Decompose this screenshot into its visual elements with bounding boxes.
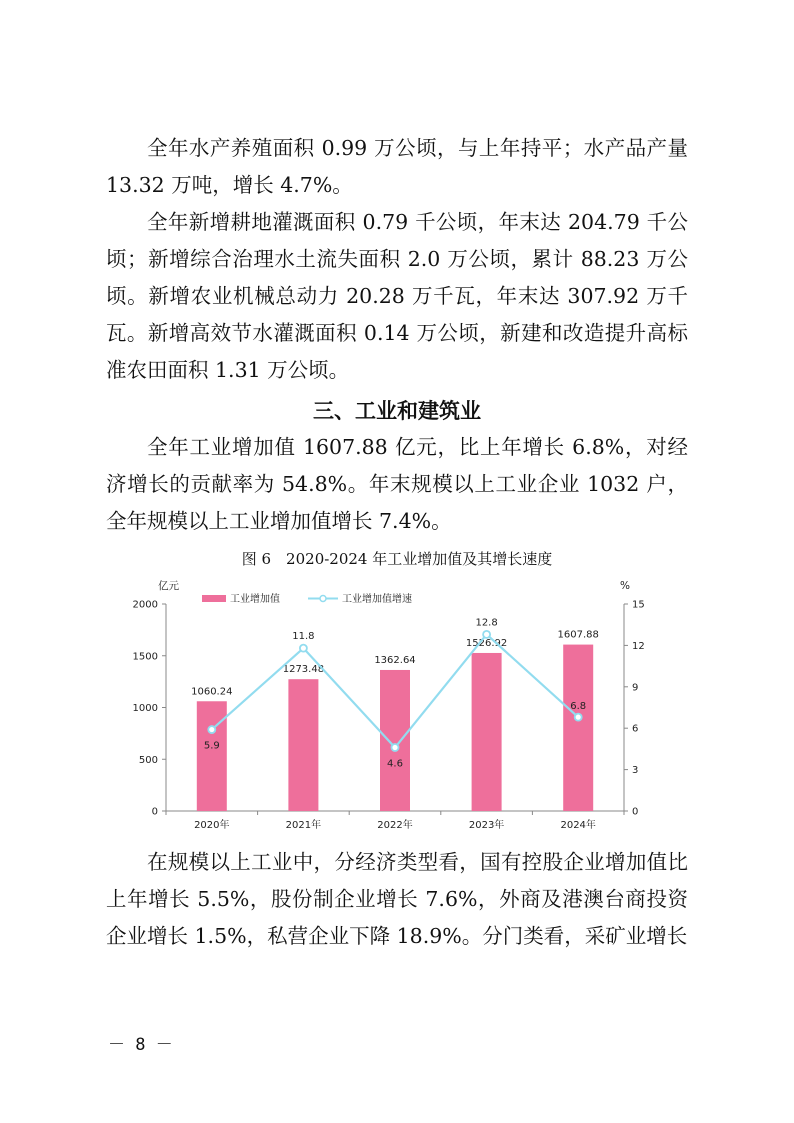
bar-value-label: 1273.48 (282, 664, 325, 676)
left-tick-label: 1000 (132, 703, 158, 714)
legend-swatch-marker (320, 596, 326, 602)
bar (288, 679, 318, 811)
legend-swatch-bar (202, 595, 226, 602)
right-tick-label: 9 (632, 682, 639, 694)
growth-rate-point (392, 744, 399, 751)
bar (197, 701, 227, 811)
figure-caption: 图 6 2020-2024 年工业增加值及其增长速度 (241, 550, 553, 568)
left-axis-unit: 亿元 (158, 580, 179, 592)
right-tick-label: 3 (632, 765, 639, 777)
growth-rate-label: 4.6 (387, 758, 403, 770)
paragraph-aquaculture: 全年水产养殖面积 0.99 万公顷，与上年持平；水产品产量 13.32 万吨，增长 4.7%。 (106, 136, 688, 197)
bar-value-label: 1362.64 (374, 654, 416, 666)
legend-label-bar: 工业增加值 (230, 594, 280, 605)
right-tick-label: 12 (632, 640, 645, 652)
growth-rate-label: 11.8 (292, 631, 315, 643)
bar-value-label: 1526.92 (465, 637, 508, 649)
x-tick-label: 2024年 (560, 820, 596, 831)
right-axis-unit: % (620, 580, 630, 592)
paragraph-industry-types: 在规模以上工业中，分经济类型看，国有控股企业增加值比上年增长 5.5%，股份制企业增长 7.6%，外商及港澳台商投资企业增长 1.5%，私营企业下降 18.9%。分门类看，采矿业增长 (106, 850, 688, 948)
growth-rate-point (300, 645, 307, 652)
bar-value-label: 1607.88 (557, 629, 599, 641)
growth-rate-point (208, 726, 215, 733)
left-tick-label: 1500 (132, 651, 158, 663)
chart-legend (202, 592, 412, 605)
left-tick-label: 2000 (132, 599, 158, 611)
right-tick-label: 6 (632, 723, 639, 735)
bar (563, 645, 593, 811)
x-tick-label: 2023年 (468, 820, 505, 831)
growth-rate-point (575, 714, 582, 721)
right-tick-label: 15 (632, 599, 645, 611)
x-tick-label: 2020年 (194, 820, 230, 831)
growth-rate-point (483, 631, 490, 638)
legend-label-line: 工业增加值增速 (342, 594, 412, 605)
bar-value-label: 1060.24 (191, 686, 233, 698)
growth-rate-label: 12.8 (475, 617, 498, 629)
left-tick-label: 0 (151, 806, 158, 818)
x-tick-label: 2021年 (285, 820, 322, 831)
industry-value-chart (120, 576, 660, 838)
page-number: － 8 － (108, 1035, 173, 1055)
paragraph-industry: 全年工业增加值 1607.88 亿元，比上年增长 6.8%，对经济增长的贡献率为 54.8%。年末规模以上工业企业 1032 户，全年规模以上工业增加值增长 7.4%。 (106, 435, 688, 533)
growth-rate-label: 5.9 (203, 740, 220, 752)
growth-rate-label: 6.8 (570, 701, 587, 713)
x-tick-label: 2022年 (377, 820, 413, 831)
paragraph-irrigation: 全年新增耕地灌溉面积 0.79 千公顷，年末达 204.79 千公顷；新增综合治理水土流失面积 2.0 万公顷，累计 88.23 万公顷。新增农业机械总动力 20.28 万千瓦，年末达 307.92 万千瓦。新增高效节水灌溉面积 0.14 万公顷，新建和改造提升高标准农田面积 1.31 万公顷。 (106, 210, 688, 382)
bar (472, 653, 502, 811)
bar (380, 670, 410, 811)
right-tick-label: 0 (632, 806, 639, 818)
left-tick-label: 500 (138, 754, 158, 766)
section-heading: 三、工业和建筑业 (313, 399, 481, 423)
